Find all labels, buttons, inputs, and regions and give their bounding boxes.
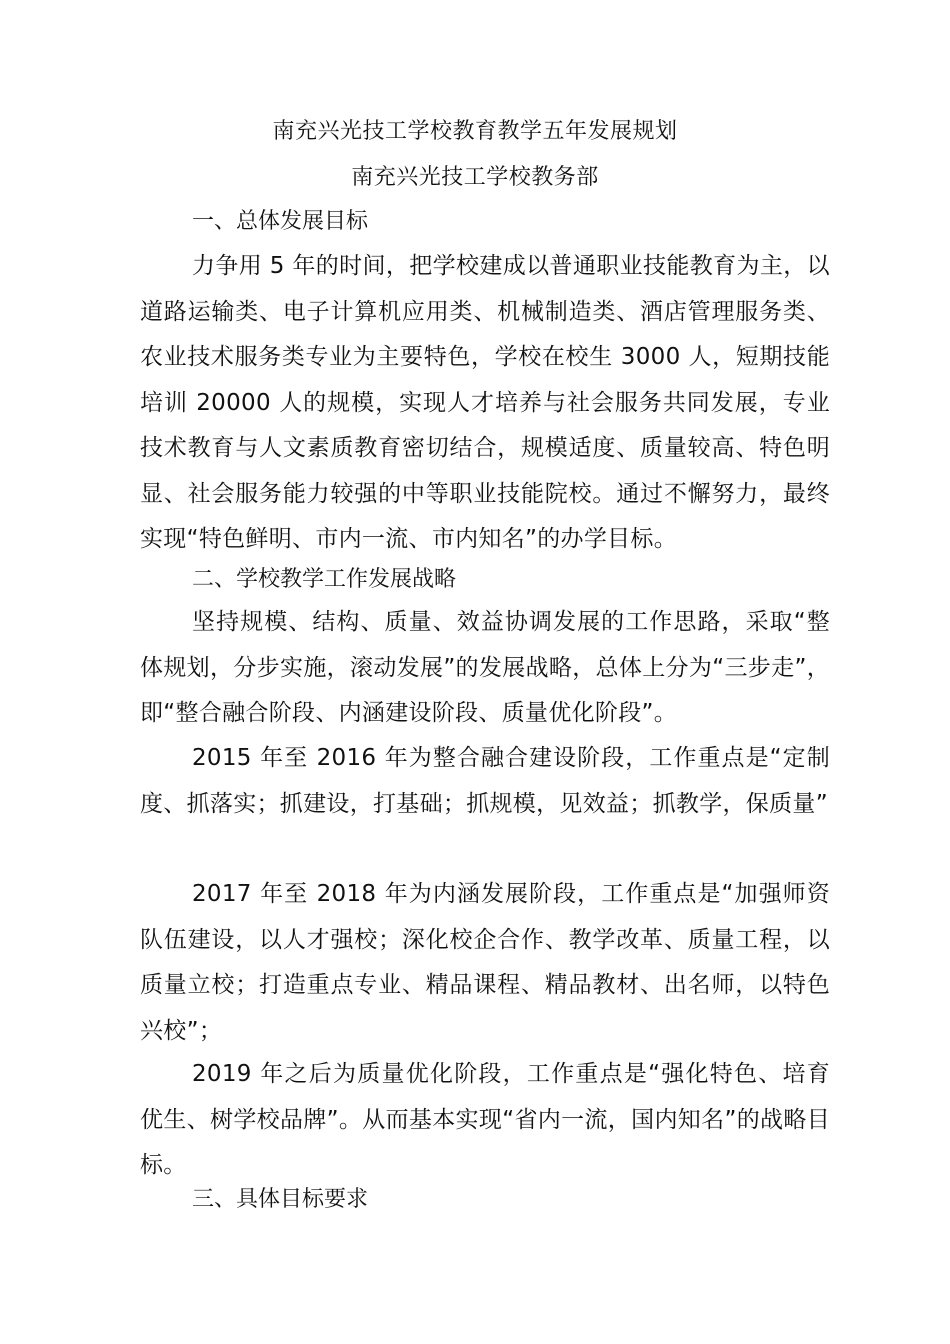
- paragraph-overall-goal: 力争用 5 年的时间，把学校建成以普通职业技能教育为主，以道路运输类、电子计算机应用类、机械制造类、酒店管理服务类、农业技术服务类专业为主要特色，学校在校生 3000 人，短期技能培训 20000 人的规模，实现人才培养与社会服务共同发展，专业技术教育与人文素质教育密切结合，规模适度、质量较高、特色明显、社会服务能力较强的中等职业技能院校。通过不懈努力，最终实现“特色鲜明、市内一流、市内知名”的办学目标。: [140, 253, 830, 552]
- section-heading-3: 三、具体目标要求: [192, 1187, 369, 1212]
- section-heading-2: 二、学校教学工作发展战略: [192, 567, 457, 592]
- paragraph-stage-2: 2017 年至 2018 年为内涵发展阶段，工作重点是“加强师资队伍建设，以人才强校；深化校企合作、教学改革、质量工程，以质量立校；打造重点专业、精品课程、精品教材、出名师，以特色兴校”；: [140, 881, 830, 1044]
- paragraph-strategy: 坚持规模、结构、质量、效益协调发展的工作思路，采取“整体规划，分步实施，滚动发展”的发展战略，总体上分为“三步走”，即“整合融合阶段、内涵建设阶段、质量优化阶段”。: [140, 609, 830, 726]
- section-heading-1: 一、总体发展目标: [192, 209, 369, 234]
- paragraph-stage-1: 2015 年至 2016 年为整合融合建设阶段，工作重点是“定制度、抓落实；抓建设，打基础；抓规模，见效益；抓教学，保质量”: [140, 745, 830, 817]
- paragraph-stage-3: 2019 年之后为质量优化阶段，工作重点是“强化特色、培育优生、树学校品牌”。从而基本实现“省内一流，国内知名”的战略目标。: [140, 1061, 830, 1178]
- document-subtitle: 南充兴光技工学校教务部: [351, 165, 599, 190]
- document-title: 南充兴光技工学校教育教学五年发展规划: [272, 119, 678, 144]
